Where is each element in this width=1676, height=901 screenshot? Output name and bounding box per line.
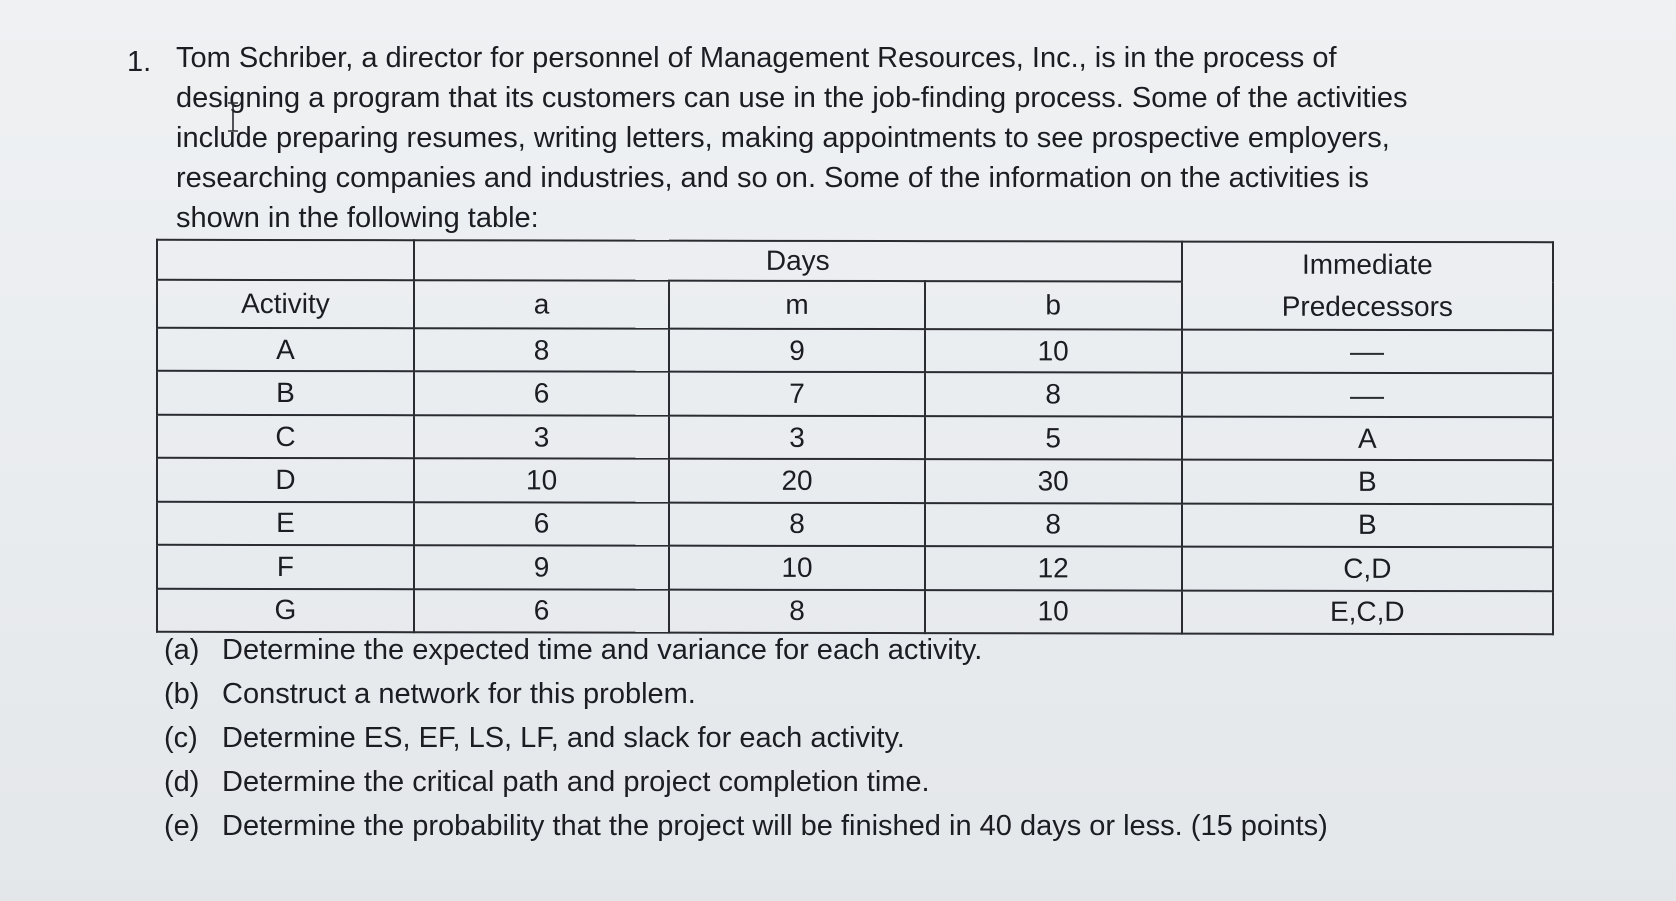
b-header: b xyxy=(925,281,1182,329)
a-cell: 6 xyxy=(414,502,669,546)
none-dash xyxy=(1350,395,1384,399)
part-label: (a) xyxy=(164,634,200,666)
b-cell: 10 xyxy=(925,590,1182,634)
part-label: (d) xyxy=(164,766,200,798)
question-part xyxy=(164,804,1328,848)
m-cell: 10 xyxy=(669,546,924,590)
predecessors-header-line: Immediate xyxy=(1301,248,1433,281)
a-cell: 3 xyxy=(414,415,669,459)
predecessor-cell xyxy=(1182,330,1553,374)
table-row xyxy=(157,415,1553,461)
predecessor-cell: C,D xyxy=(1182,547,1553,591)
activity-cell: G xyxy=(157,588,414,632)
m-header: m xyxy=(669,281,924,329)
predecessor-cell: E,C,D xyxy=(1182,590,1553,634)
part-label: (e) xyxy=(164,810,200,842)
activity-header: Activity xyxy=(157,280,414,328)
a-header: a xyxy=(414,280,669,328)
part-text: Determine ES, EF, LS, LF, and slack for each activity. xyxy=(222,722,905,754)
a-cell: 6 xyxy=(414,372,669,416)
activity-cell: E xyxy=(157,501,414,545)
a-cell: 8 xyxy=(414,328,669,372)
table-row xyxy=(157,371,1553,417)
days-header: Days xyxy=(414,240,1182,281)
m-cell: 8 xyxy=(669,589,924,633)
question-parts xyxy=(164,628,1328,848)
part-text: Determine the probability that the project will be finished in 40 days or less. (15 points) xyxy=(222,810,1328,842)
a-cell: 10 xyxy=(414,458,669,502)
question-line: researching companies and industries, and so on. Some of the information on the activities is xyxy=(176,162,1369,194)
part-text: Determine the critical path and project completion time. xyxy=(222,766,930,798)
question-part xyxy=(164,716,1328,760)
b-cell: 8 xyxy=(925,373,1182,417)
b-cell: 5 xyxy=(925,416,1182,460)
b-cell: 12 xyxy=(925,546,1182,590)
question-number: 1. xyxy=(127,46,152,78)
question-line: designing a program that its customers can use in the job-finding process. Some of the activities xyxy=(176,82,1408,114)
part-label: (c) xyxy=(164,722,198,754)
activity-cell: D xyxy=(157,458,414,502)
a-cell: 6 xyxy=(414,589,669,633)
question-line: shown in the following table: xyxy=(176,202,539,234)
part-text: Determine the expected time and variance for each activity. xyxy=(222,634,983,666)
table-row xyxy=(157,545,1553,591)
m-cell: 9 xyxy=(669,329,924,373)
empty-header-cell xyxy=(157,240,414,280)
activity-cell: B xyxy=(157,371,414,415)
b-cell: 8 xyxy=(925,503,1182,547)
table-row xyxy=(157,458,1553,504)
table-header-row xyxy=(157,240,1553,282)
predecessor-cell: B xyxy=(1182,503,1553,547)
question-line: Tom Schriber, a director for personnel of Management Resources, Inc., is in the process of xyxy=(176,42,1337,74)
m-cell: 20 xyxy=(669,459,924,503)
question-line: include preparing resumes, writing letters, making appointments to see prospective employers, xyxy=(176,122,1390,154)
activity-cell: C xyxy=(157,415,414,459)
activity-cell: A xyxy=(157,328,414,372)
activity-table xyxy=(156,240,1554,634)
predecessors-header xyxy=(1182,242,1553,331)
part-label: (b) xyxy=(164,678,200,710)
predecessor-cell: A xyxy=(1182,416,1553,460)
m-cell: 8 xyxy=(669,502,924,546)
b-cell: 30 xyxy=(925,459,1182,503)
table-row xyxy=(157,328,1553,374)
a-cell: 9 xyxy=(414,545,669,589)
m-cell: 3 xyxy=(669,416,924,460)
predecessors-header-line: Predecessors xyxy=(1281,290,1453,323)
question-part xyxy=(164,760,1328,804)
question-text xyxy=(176,38,1546,238)
predecessor-cell xyxy=(1182,373,1553,417)
activity-cell: F xyxy=(157,545,414,589)
question-part xyxy=(164,672,1328,716)
predecessor-cell: B xyxy=(1182,460,1553,504)
none-dash xyxy=(1350,351,1384,355)
text-cursor-icon xyxy=(226,102,240,132)
b-cell: 10 xyxy=(925,329,1182,373)
part-text: Construct a network for this problem. xyxy=(222,678,696,710)
m-cell: 7 xyxy=(669,372,924,416)
question-part xyxy=(164,628,1328,672)
table-row xyxy=(157,501,1553,547)
